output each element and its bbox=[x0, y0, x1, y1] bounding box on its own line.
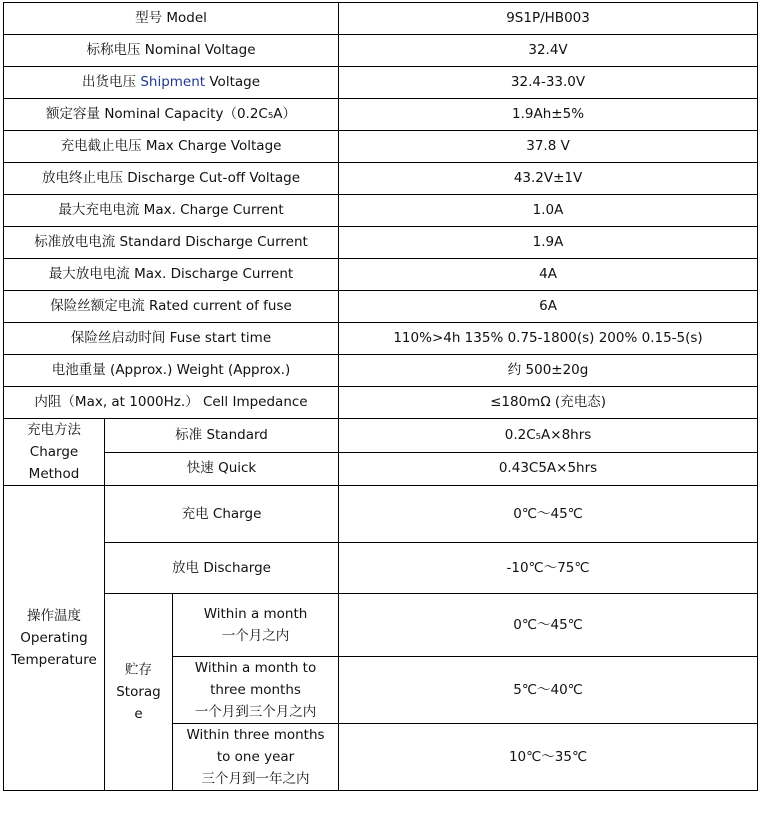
fuse-start-time-label: 保险丝启动时间 Fuse start time bbox=[4, 323, 339, 355]
storage-period-1-label bbox=[173, 594, 339, 657]
fuse-rated-current-label: 保险丝额定电流 Rated current of fuse bbox=[4, 291, 339, 323]
nominal-voltage-value: 32.4V bbox=[339, 35, 758, 67]
storage-period-3-en-1: Within three months bbox=[186, 727, 325, 743]
storage-period-3-value: 10℃～35℃ bbox=[339, 724, 758, 791]
temp-discharge-value: -10℃～75℃ bbox=[339, 543, 758, 594]
standard-discharge-current-label: 标准放电电流 Standard Discharge Current bbox=[4, 227, 339, 259]
storage-period-2-en-1: Within a month to bbox=[194, 660, 317, 676]
charge-quick-label: 快速 Quick bbox=[105, 452, 339, 486]
table-row bbox=[4, 259, 758, 291]
table-row bbox=[4, 419, 758, 453]
table-row bbox=[4, 291, 758, 323]
operating-temperature-label-en-1: Operating bbox=[20, 630, 88, 646]
max-charge-voltage-value: 37.8 V bbox=[339, 131, 758, 163]
storage-period-2-cn: 一个月到三个月之内 bbox=[194, 704, 317, 720]
table-row bbox=[4, 387, 758, 419]
nominal-voltage-label: 标称电压 Nominal Voltage bbox=[4, 35, 339, 67]
storage-label-en-2: e bbox=[134, 706, 143, 722]
table-row bbox=[4, 227, 758, 259]
charge-standard-value: 0.2C₅A×8hrs bbox=[339, 419, 758, 453]
table-row bbox=[4, 3, 758, 35]
charge-method-label-en-1: Charge bbox=[29, 444, 79, 460]
shipment-voltage-label-cn: 出货电压 bbox=[82, 74, 141, 90]
cell-impedance-value: ≤180mΩ (充电态) bbox=[339, 387, 758, 419]
table-row bbox=[4, 486, 758, 543]
storage-period-3-label bbox=[173, 724, 339, 791]
weight-value: 约 500±20g bbox=[339, 355, 758, 387]
cell-impedance-label: 内阻（Max, at 1000Hz.） Cell Impedance bbox=[4, 387, 339, 419]
table-row bbox=[4, 195, 758, 227]
operating-temperature-label-en-2: Temperature bbox=[11, 652, 97, 668]
table-row bbox=[4, 35, 758, 67]
storage-period-3-cn: 三个月到一年之内 bbox=[201, 771, 310, 787]
shipment-voltage-label bbox=[4, 67, 339, 99]
table-row bbox=[4, 355, 758, 387]
charge-method-label bbox=[4, 419, 105, 486]
temp-charge-label: 充电 Charge bbox=[105, 486, 339, 543]
table-row bbox=[4, 163, 758, 195]
max-discharge-current-value: 4A bbox=[339, 259, 758, 291]
shipment-voltage-label-rest: Voltage bbox=[205, 74, 261, 90]
fuse-start-time-value: 110%>4h 135% 0.75-1800(s) 200% 0.15-5(s) bbox=[339, 323, 758, 355]
storage-period-2-label bbox=[173, 657, 339, 724]
shipment-voltage-value: 32.4-33.0V bbox=[339, 67, 758, 99]
charge-method-label-cn: 充电方法 bbox=[27, 422, 81, 438]
storage-period-3-en-2: to one year bbox=[216, 749, 295, 765]
max-discharge-current-label: 最大放电电流 Max. Discharge Current bbox=[4, 259, 339, 291]
operating-temperature-label bbox=[4, 486, 105, 791]
battery-spec-table bbox=[3, 2, 758, 791]
discharge-cutoff-value: 43.2V±1V bbox=[339, 163, 758, 195]
table-row bbox=[4, 323, 758, 355]
charge-quick-value: 0.43C5A×5hrs bbox=[339, 452, 758, 486]
table-row bbox=[4, 99, 758, 131]
storage-period-2-value: 5℃～40℃ bbox=[339, 657, 758, 724]
standard-discharge-current-value: 1.9A bbox=[339, 227, 758, 259]
storage-period-1-value: 0℃～45℃ bbox=[339, 594, 758, 657]
table-row bbox=[4, 543, 758, 594]
discharge-cutoff-label: 放电终止电压 Discharge Cut-off Voltage bbox=[4, 163, 339, 195]
model-value: 9S1P/HB003 bbox=[339, 3, 758, 35]
table-row bbox=[4, 131, 758, 163]
max-charge-current-value: 1.0A bbox=[339, 195, 758, 227]
temp-charge-value: 0℃～45℃ bbox=[339, 486, 758, 543]
table-row bbox=[4, 452, 758, 486]
table-row bbox=[4, 594, 758, 657]
model-label: 型号 Model bbox=[4, 3, 339, 35]
max-charge-current-label: 最大充电电流 Max. Charge Current bbox=[4, 195, 339, 227]
fuse-rated-current-value: 6A bbox=[339, 291, 758, 323]
weight-label: 电池重量 (Approx.) Weight (Approx.) bbox=[4, 355, 339, 387]
shipment-voltage-label-en: Shipment bbox=[140, 74, 206, 90]
storage-period-1-cn: 一个月之内 bbox=[221, 628, 290, 644]
storage-label bbox=[105, 594, 173, 791]
charge-method-label-en-2: Method bbox=[28, 466, 80, 482]
storage-period-2-en-2: three months bbox=[210, 682, 301, 698]
operating-temperature-label-cn: 操作温度 bbox=[27, 608, 81, 624]
table-row bbox=[4, 67, 758, 99]
temp-discharge-label: 放电 Discharge bbox=[105, 543, 339, 594]
max-charge-voltage-label: 充电截止电压 Max Charge Voltage bbox=[4, 131, 339, 163]
nominal-capacity-value: 1.9Ah±5% bbox=[339, 99, 758, 131]
storage-period-1-en: Within a month bbox=[203, 606, 308, 622]
storage-label-en-1: Storag bbox=[116, 684, 161, 700]
charge-standard-label: 标准 Standard bbox=[105, 419, 339, 453]
storage-label-cn: 贮存 bbox=[125, 662, 152, 678]
nominal-capacity-label: 额定容量 Nominal Capacity（0.2C₅A） bbox=[4, 99, 339, 131]
